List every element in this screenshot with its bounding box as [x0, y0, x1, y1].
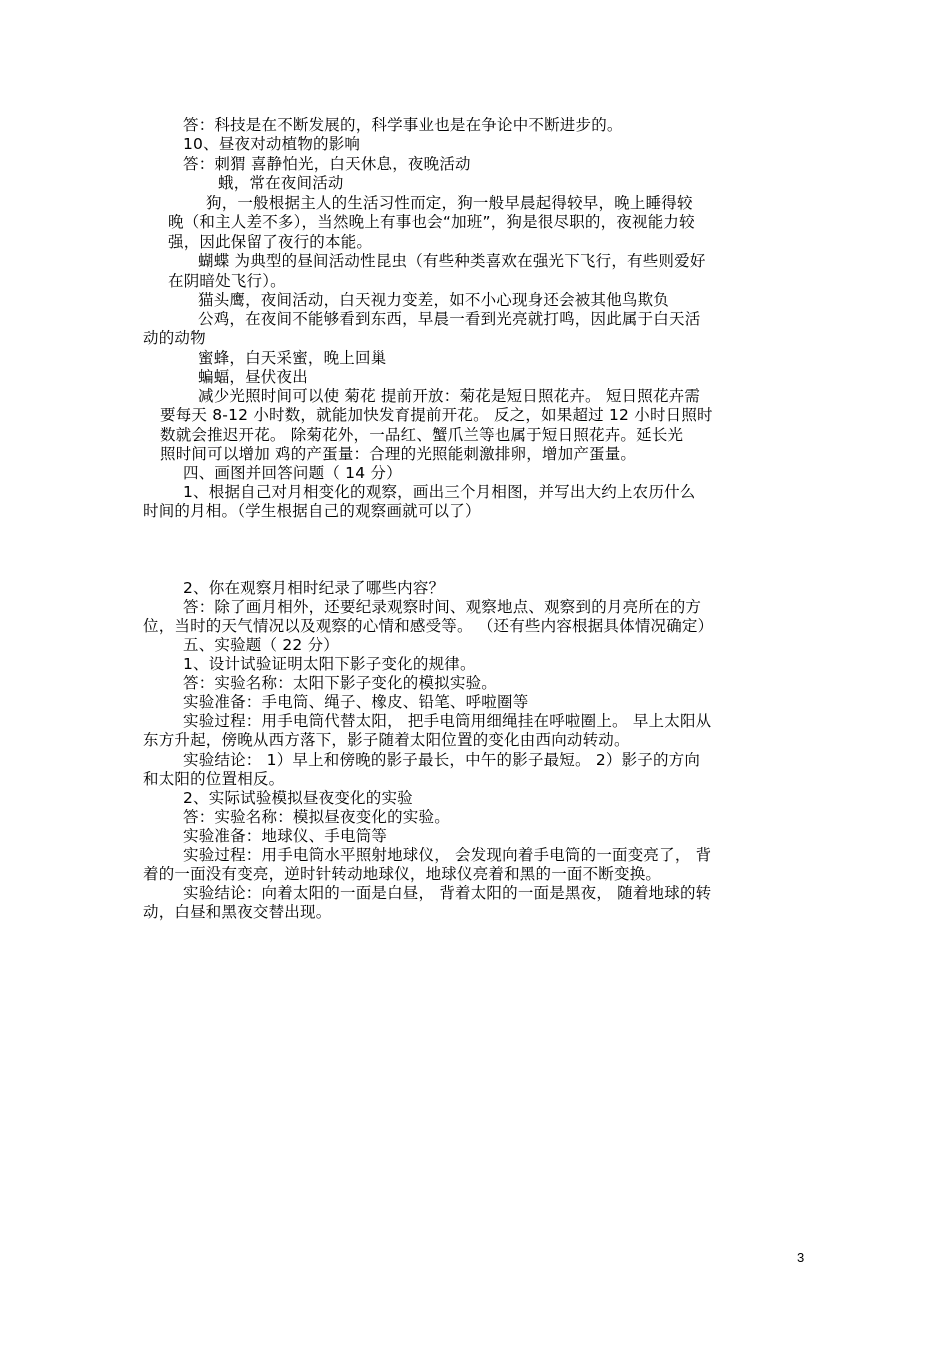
- text-line: 10、昼夜对动植物的影响: [183, 135, 361, 153]
- text-line: 1、根据自己对月相变化的观察，画出三个月相图，并写出大约上农历什么: [183, 483, 696, 501]
- text-line: 动的动物: [143, 329, 206, 347]
- text-line: 公鸡，在夜间不能够看到东西，早晨一看到光亮就打鸣，因此属于白天活: [198, 310, 701, 328]
- text-line: 晚（和主人差不多），当然晚上有事也会“加班”，狗是很尽职的，夜视能力较: [168, 213, 695, 231]
- text-line: 猫头鹰，夜间活动，白天视力变差，如不小心现身还会被其他鸟欺负: [198, 291, 670, 309]
- text-line: 动，白昼和黑夜交替出现。: [143, 903, 332, 921]
- text-line: 实验结论：向着太阳的一面是白昼， 背着太阳的一面是黑夜， 随着地球的转: [183, 884, 712, 902]
- text-line: 狗，一般根据主人的生活习性而定，狗一般早晨起得较早，晚上睡得较: [206, 194, 693, 212]
- text-line: 蝴蝶 为典型的昼间活动性昆虫（有些种类喜欢在强光下飞行，有些则爱好: [198, 252, 706, 270]
- text-line: 和太阳的位置相反。: [143, 770, 285, 788]
- text-line: 着的一面没有变亮，逆时针转动地球仪，地球仪亮着和黑的一面不断变换。: [143, 865, 662, 883]
- page-number: 3: [797, 1250, 805, 1265]
- text-line: 四、画图并回答问题（ 14 分）: [183, 464, 402, 482]
- text-line: 实验过程：用手电筒水平照射地球仪， 会发现向着手电筒的一面变亮了， 背: [183, 846, 712, 864]
- text-line: 实验准备：地球仪、手电筒等: [183, 827, 388, 845]
- text-line: 蝙蝠，昼伏夜出: [198, 368, 308, 386]
- text-line: 2、实际试验模拟昼夜变化的实验: [183, 789, 413, 807]
- text-line: 要每天 8-12 小时数，就能加快发育提前开花。 反之，如果超过 12 小时日照时: [160, 406, 713, 424]
- text-line: 数就会推迟开花。 除菊花外，一品红、蟹爪兰等也属于短日照花卉。延长光: [160, 426, 684, 444]
- text-line: 答：实验名称：太阳下影子变化的模拟实验。: [183, 674, 498, 692]
- text-line: 蜜蜂，白天采蜜，晚上回巢: [198, 349, 387, 367]
- text-line: 位，当时的天气情况以及观察的心情和感受等。 （还有些内容根据具体情况确定）: [143, 617, 714, 635]
- text-line: 答：除了画月相外，还要纪录观察时间、观察地点、观察到的月亮所在的方: [183, 598, 702, 616]
- text-line: 减少光照时间可以使 菊花 提前开放：菊花是短日照花卉。 短日照花卉需: [198, 387, 701, 405]
- text-line: 答：实验名称：模拟昼夜变化的实验。: [183, 808, 450, 826]
- text-line: 东方升起，傍晚从西方落下，影子随着太阳位置的变化由西向动转动。: [143, 731, 630, 749]
- text-line: 蛾，常在夜间活动: [218, 174, 344, 192]
- text-line: 实验过程：用手电筒代替太阳， 把手电筒用细绳挂在呼啦圈上。 早上太阳从: [183, 712, 712, 730]
- text-line: 答：科技是在不断发展的，科学事业也是在争论中不断进步的。: [183, 116, 623, 134]
- text-line: 照时间可以增加 鸡的产蛋量：合理的光照能刺激排卵，增加产蛋量。: [160, 445, 637, 463]
- text-line: 五、实验题（ 22 分）: [183, 636, 339, 654]
- text-line: 时间的月相。（学生根据自己的观察画就可以了）: [143, 502, 481, 520]
- text-line: 实验准备：手电筒、绳子、橡皮、铅笔、呼啦圈等: [183, 693, 529, 711]
- text-line: 强，因此保留了夜行的本能。: [168, 233, 373, 251]
- text-line: 1、设计试验证明太阳下影子变化的规律。: [183, 655, 476, 673]
- text-line: 答：刺猬 喜静怕光，白天休息，夜晚活动: [183, 155, 471, 173]
- text-line: 2、你在观察月相时纪录了哪些内容？: [183, 579, 445, 597]
- text-line: 实验结论： 1）早上和傍晚的影子最长，中午的影子最短。 2）影子的方向: [183, 751, 701, 769]
- text-line: 在阴暗处飞行）。: [168, 272, 286, 290]
